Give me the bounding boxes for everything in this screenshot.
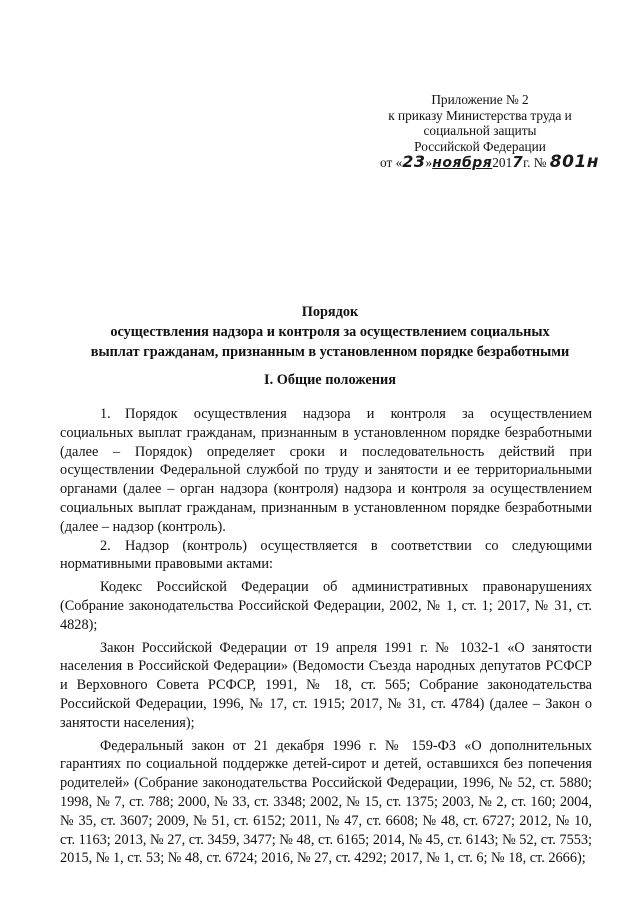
order-date-number xyxy=(380,152,600,172)
appendix-block xyxy=(380,92,600,172)
document-body xyxy=(60,405,592,868)
ministry-name-line: социальной защиты xyxy=(423,123,537,138)
year-suffix: г. № xyxy=(523,155,550,170)
year-prefix: 201 xyxy=(492,155,513,170)
date-prefix: от « xyxy=(380,155,403,170)
handwritten-order-number: 801н xyxy=(549,152,600,172)
federation-name-line: Российской Федерации xyxy=(414,138,546,154)
document-subtitle-line1: осуществления надзора и контроля за осуществлением социальных xyxy=(110,324,550,340)
date-quote-close: » xyxy=(425,155,433,170)
document-subtitle-line2: выплат гражданам, признанным в установленном порядке безработными xyxy=(90,344,570,360)
handwritten-day: 23 xyxy=(402,152,426,171)
section-heading: I. Общие положения xyxy=(264,372,396,388)
paragraph-1: 1. Порядок осуществления надзора и контроля за осуществлением социальных выплат гражданам, признанным в установленном порядке безработными (далее – Порядок) определяет сроки и последовательность действий при осуществлении Федеральной службой по труду и занятости и ее территориальными органами (далее – орган надзора (контроля) надзора и контроля за осуществлением социальных выплат гражданам, признанным в установленном порядке безработными (далее – надзор (контроль). xyxy=(60,406,592,535)
legal-act-coap: Кодекс Российской Федерации об административных правонарушениях (Собрание законодательства Российской Федерации, 2002, № 1, ст. 1; 2017, № 31, ст. 4828); xyxy=(60,579,592,633)
legal-act-employment-law: Закон Российской Федерации от 19 апреля 1991 г. № 1032-1 «О занятости населения в Российской Федерации» (Ведомости Съезда народных депутатов РСФСР и Верховного Совета РСФСР, 1991, № 18, ст. 565; Собрание законодательства Российской Федерации, 1996, № 17, ст. 1915; 2017, № 31, ст. 4784) (далее – Закон о занятости населения); xyxy=(60,639,592,731)
legal-act-orphans-law: Федеральный закон от 21 декабря 1996 г. № 159-ФЗ «О дополнительных гарантиях по социальной поддержке детей-сирот и детей, оставшихся без попечения родителей» (Собрание законодательства Российской Федерации, 1996, № 52, ст. 5880; 1998, № 7, ст. 788; 2000, № 33, ст. 3348; 2002, № 15, ст. 1375; 2003, № 2, ст. 160; 2004, № 35, ст. 3607; 2009, № 51, ст. 6152; 2011, № 47, ст. 6608; № 48, ст. 6727; 2012, № 10, ст. 1163; 2013, № 27, ст. 3459, 3477; № 48, ст. 6165; 2014, № 45, ст. 6143; № 52, ст. 7553; 2015, № 1, ст. 53; № 48, ст. 6724; 2016, № 27, ст. 4292; 2017, № 1, ст. 6; № 18, ст. 2666); xyxy=(60,737,592,867)
handwritten-year-digit: 7 xyxy=(512,153,524,171)
appendix-number: Приложение № 2 xyxy=(431,92,529,107)
paragraph-2: 2. Надзор (контроль) осуществляется в соответствии со следующими нормативными правовыми актами: xyxy=(60,537,592,573)
document-title: Порядок xyxy=(301,304,359,320)
handwritten-month: ноября xyxy=(432,155,493,171)
order-reference: к приказу Министерства труда и xyxy=(388,107,572,123)
